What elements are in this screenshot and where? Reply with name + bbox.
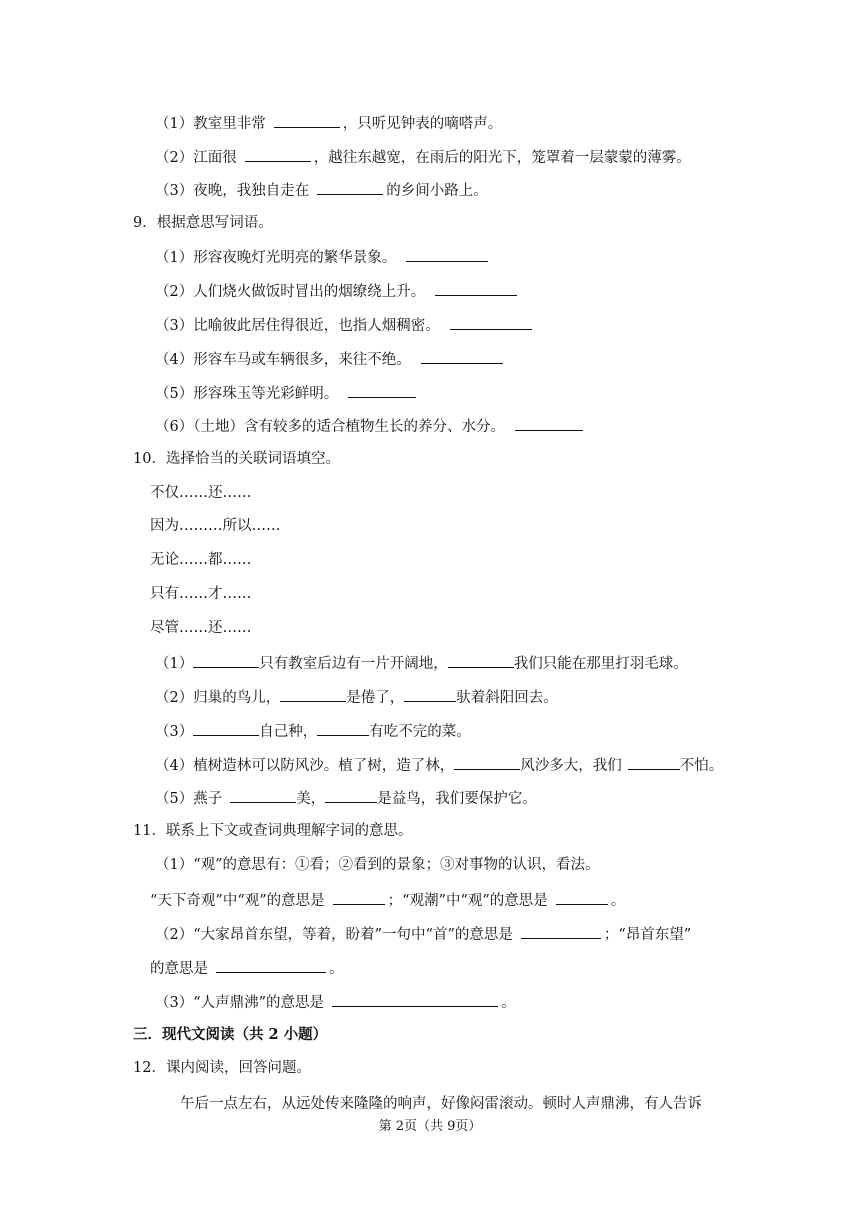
answer-blank[interactable]	[406, 246, 488, 262]
q10-item-5-text-c: 是益鸟，我们要保护它。	[377, 791, 537, 807]
q10-item-4-text-a: （4）植树造林可以防风沙。植了树，造了林，	[155, 758, 455, 774]
section-3-heading: 三．现代文阅读（共 2 小题）	[133, 1026, 328, 1043]
answer-blank[interactable]	[521, 923, 601, 939]
q8-item-1-text-a: （1）教室里非常	[155, 116, 266, 132]
q9-item-1-text: （1）形容夜晚灯光明亮的繁华景象。	[155, 250, 397, 266]
q10-item-1-text-a: （1）	[155, 656, 194, 672]
q11-line-4	[150, 957, 344, 979]
q10-item-4	[155, 754, 723, 776]
q11-line-4-text-b: 。	[329, 961, 344, 977]
q10-item-1-text-b: 只有教室后边有一片开阔地，	[259, 656, 448, 672]
q10-item-2-text-b: 是倦了，	[346, 690, 405, 706]
q10-item-3-text-c: 有吃不完的菜。	[369, 724, 471, 740]
q10-item-2-text-c: 驮着斜阳回去。	[456, 690, 558, 706]
q9-item-4	[155, 348, 506, 370]
q10-item-3	[155, 720, 471, 742]
answer-blank[interactable]	[450, 314, 532, 330]
q8-item-2	[155, 146, 691, 168]
q11-line-3	[155, 923, 691, 945]
answer-blank[interactable]	[230, 787, 296, 803]
q10-option-4: 只有……才……	[150, 586, 252, 602]
q9-title: 9．根据意思写词语。	[133, 215, 273, 231]
q9-item-6-text: （6）（土地）含有较多的适合植物生长的养分、水分。	[155, 419, 505, 435]
q8-item-3	[155, 179, 488, 201]
answer-blank[interactable]	[245, 146, 311, 162]
q10-option-3: 无论……都……	[150, 552, 252, 568]
q8-item-3-text-a: （3）夜晚，我独自走在	[155, 183, 310, 199]
answer-blank[interactable]	[435, 280, 517, 296]
q11-line-5-text-a: （3）“人声鼎沸”的意思是	[155, 995, 325, 1011]
q10-item-5-text-a: （5）燕子	[155, 791, 223, 807]
q9-item-5-text: （5）形容珠玉等光彩鲜明。	[155, 386, 339, 402]
answer-blank[interactable]	[193, 652, 259, 668]
q11-line-2-text-c: 。	[610, 893, 626, 909]
q10-option-2: 因为………所以……	[150, 518, 281, 534]
q10-item-2	[155, 686, 558, 708]
q10-item-4-text-c: 不怕。	[679, 758, 724, 774]
answer-blank[interactable]	[628, 754, 680, 770]
q10-item-5	[155, 787, 537, 809]
answer-blank[interactable]	[556, 889, 608, 905]
answer-blank[interactable]	[332, 991, 498, 1007]
q11-line-2-text-a: “天下奇观”中“观”的意思是	[150, 893, 325, 909]
q11-line-2-text-b: ；“观潮”中“观”的意思是	[387, 893, 548, 909]
q8-item-2-text-b: ，越往东越宽，在雨后的阳光下，笼罩着一层蒙蒙的薄雾。	[313, 150, 691, 166]
q9-item-5	[155, 382, 419, 404]
q11-line-3-text-b: ；“昂首东望”	[603, 927, 692, 943]
answer-blank[interactable]	[317, 720, 369, 736]
q9-item-3-text: （3）比喻彼此居住得很近，也指人烟稠密。	[155, 318, 440, 334]
q10-item-1-text-c: 我们只能在那里打羽毛球。	[513, 656, 688, 672]
answer-blank[interactable]	[404, 686, 456, 702]
q10-item-4-text-b: 风沙多大，我们	[520, 758, 622, 774]
q9-item-2-text: （2）人们烧火做饭时冒出的烟缭绕上升。	[155, 284, 426, 300]
q11-line-5-text-b: 。	[501, 995, 516, 1011]
q9-item-2	[155, 280, 520, 302]
q9-item-3	[155, 314, 535, 336]
q10-option-1: 不仅……还……	[150, 485, 252, 501]
q10-option-5: 尽管……还……	[150, 620, 252, 636]
q9-item-4-text: （4）形容车马或车辆很多，来往不绝。	[155, 352, 411, 368]
q11-line-2	[150, 889, 625, 911]
q10-item-5-text-b: 美，	[296, 791, 326, 807]
q10-item-3-text-b: 自己种，	[259, 724, 318, 740]
answer-blank[interactable]	[421, 348, 503, 364]
answer-blank[interactable]	[193, 720, 259, 736]
q10-item-3-text-a: （3）	[155, 724, 194, 740]
page-footer: 第 2页（共 9页）	[378, 1119, 482, 1134]
q12-title: 12．课内阅读，回答问题。	[133, 1060, 311, 1076]
answer-blank[interactable]	[515, 415, 583, 431]
q10-item-2-text-a: （2）归巢的鸟儿，	[155, 690, 281, 706]
q8-item-1	[155, 112, 502, 134]
q11-line-4-text-a: 的意思是	[150, 961, 208, 977]
answer-blank[interactable]	[448, 652, 514, 668]
q12-passage: 午后一点左右，从远处传来隆隆的响声，好像闷雷滚动。顿时人声鼎沸，有人告诉	[180, 1096, 702, 1112]
q8-item-3-text-b: 的乡间小路上。	[386, 183, 488, 199]
answer-blank[interactable]	[348, 382, 416, 398]
q11-line-5	[155, 991, 516, 1013]
q10-title: 10．选择恰当的关联词语填空。	[133, 451, 340, 467]
q11-title: 11．联系上下文或查词典理解字词的意思。	[133, 823, 413, 839]
answer-blank[interactable]	[325, 787, 377, 803]
q10-item-1	[155, 652, 688, 674]
q8-item-2-text-a: （2）江面很	[155, 150, 237, 166]
answer-blank[interactable]	[280, 686, 346, 702]
answer-blank[interactable]	[274, 112, 340, 128]
answer-blank[interactable]	[333, 889, 385, 905]
answer-blank[interactable]	[454, 754, 520, 770]
answer-blank[interactable]	[216, 957, 326, 973]
answer-blank[interactable]	[317, 179, 383, 195]
q11-line-1: （1）“观”的意思有：①看；②看到的景象；③对事物的认识，看法。	[155, 857, 600, 873]
q11-line-3-text-a: （2）“大家昂首东望，等着，盼着”一句中“首”的意思是	[155, 927, 513, 943]
q9-item-6	[155, 415, 586, 437]
q8-item-1-text-b: ，只听见钟表的嘀嗒声。	[342, 116, 503, 132]
q9-item-1	[155, 246, 491, 268]
